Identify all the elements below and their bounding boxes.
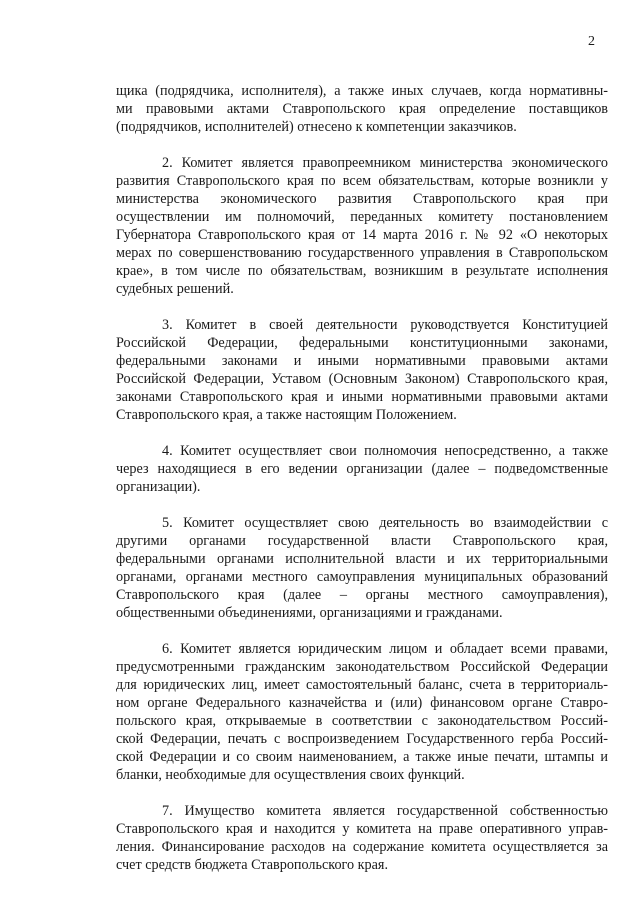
paragraph-3-line-4: Российской Федерации, Уставом (Основным Законом) Ставропольского края, xyxy=(116,371,608,387)
paragraph-2-line-4: осуществлении им полномочий, переданных комитету постановлением xyxy=(116,209,608,225)
paragraph-2-line-8: судебных решений. xyxy=(116,281,234,297)
paragraph-6-line-5: польского края, открываемые в соответствии с законодательством Россий- xyxy=(116,713,608,729)
paragraph-6-line-7: ской Федерации и со своим наименованием, а также иные печати, штампы и xyxy=(116,749,608,765)
paragraph-2-line-2: развития Ставропольского края по всем обязательствам, которые возникли у xyxy=(116,173,608,189)
paragraph-3-line-3: федеральными законами и иными нормативными правовыми актами xyxy=(116,353,608,369)
paragraph-3-line-5: законами Ставропольского края и иными нормативными правовыми актами xyxy=(116,389,608,405)
paragraph-1-line-1: щика (подрядчика, исполнителя), а также иных случаев, когда нормативны- xyxy=(116,83,608,99)
paragraph-6-line-8: бланки, необходимые для осуществления своих функций. xyxy=(116,767,465,783)
paragraph-7-line-4: счет средств бюджета Ставропольского края. xyxy=(116,857,389,873)
paragraph-2-line-3: министерства экономического развития Ставропольского края при xyxy=(116,191,608,207)
paragraph-2-line-5: Губернатора Ставропольского края от 14 марта 2016 г. № 92 «О некоторых xyxy=(116,227,608,243)
paragraph-5-line-6: общественными объединениями, организациями и гражданами. xyxy=(116,605,503,621)
paragraph-2-line-6: мерах по совершенствованию государственного управления в Ставропольском xyxy=(116,245,608,261)
paragraph-7-line-2: Ставропольского края и находится у комитета на праве оперативного управ- xyxy=(116,821,608,837)
paragraph-6-line-6: ской Федерации, печать с воспроизведением Государственного герба Россий- xyxy=(116,731,608,747)
paragraph-7-line-1: 7. Имущество комитета является государственной собственностью xyxy=(162,803,608,819)
paragraph-4-line-1: 4. Комитет осуществляет свои полномочия непосредственно, а также xyxy=(162,443,608,459)
paragraph-6-line-3: для юридических лиц, имеет самостоятельный баланс, счета в территориаль- xyxy=(116,677,608,693)
paragraph-5-line-2: другими органами государственной власти Ставропольского края, xyxy=(116,533,608,549)
paragraph-6-line-2: предусмотренными гражданским законодательством Российской Федерации xyxy=(116,659,608,675)
paragraph-3-line-1: 3. Комитет в своей деятельности руководствуется Конституцией xyxy=(162,317,608,333)
paragraph-1-line-3: (подрядчиков, исполнителей) отнесено к компетенции заказчиков. xyxy=(116,119,517,135)
paragraph-5-line-5: Ставропольского края (далее – органы местного самоуправления), xyxy=(116,587,608,603)
paragraph-4-line-2: через находящиеся в его ведении организации (далее – подведомственные xyxy=(116,461,608,477)
paragraph-5-line-3: федеральными органами исполнительной власти и их территориальными xyxy=(116,551,608,567)
paragraph-6-line-1: 6. Комитет является юридическим лицом и обладает всеми правами, xyxy=(162,641,608,657)
paragraph-5-line-4: органами, органами местного самоуправления муниципальных образований xyxy=(116,569,608,585)
paragraph-3-line-6: Ставропольского края, а также настоящим Положением. xyxy=(116,407,457,423)
paragraph-7-line-3: ления. Финансирование расходов на содержание комитета осуществляется за xyxy=(116,839,608,855)
paragraph-2-line-7: крае», в том числе по обязательствам, возникшим в результате исполнения xyxy=(116,263,608,279)
paragraph-4-line-3: организации). xyxy=(116,479,201,495)
paragraph-6-line-4: ном органе Федерального казначейства и (или) финансовом органе Ставро- xyxy=(116,695,608,711)
paragraph-3-line-2: Российской Федерации, федеральными конституционными законами, xyxy=(116,335,608,351)
page-number: 2 xyxy=(588,34,595,49)
paragraph-1-line-2: ми правовыми актами Ставропольского края определение поставщиков xyxy=(116,101,608,117)
paragraph-2-line-1: 2. Комитет является правопреемником министерства экономического xyxy=(162,155,608,171)
paragraph-5-line-1: 5. Комитет осуществляет свою деятельность во взаимодействии с xyxy=(162,515,608,531)
